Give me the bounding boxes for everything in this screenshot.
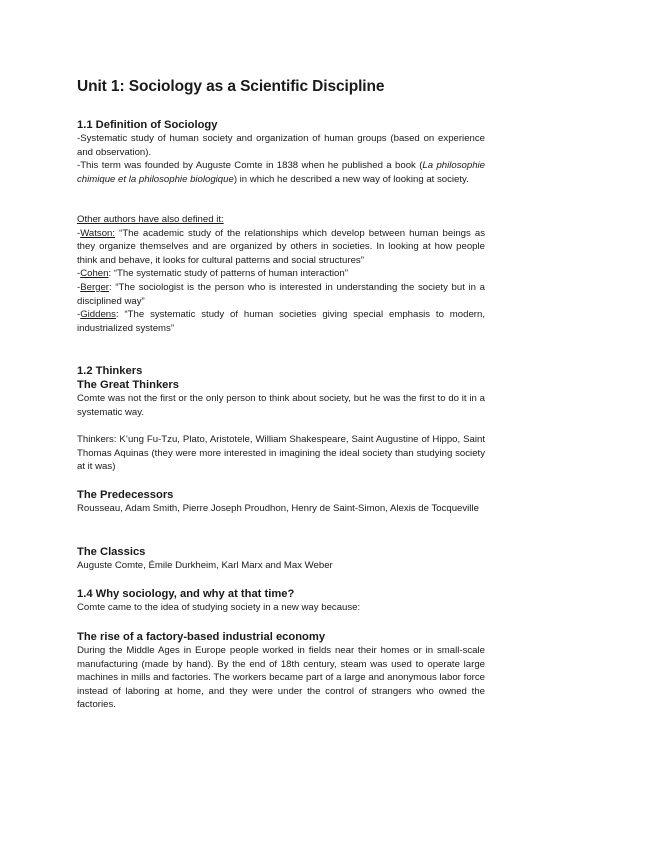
author-name: Giddens — [80, 309, 116, 321]
classics-heading: The Classics — [77, 546, 146, 558]
author-watson — [77, 227, 485, 268]
author-name: Cohen — [80, 268, 109, 280]
section-1-1 — [77, 118, 485, 186]
author-cohen — [77, 267, 485, 281]
author-prefix: - — [77, 309, 81, 321]
classics — [77, 545, 485, 573]
predecessors-text: Rousseau, Adam Smith, Pierre Joseph Proudhon, Henry de Saint-Simon, Alexis de Tocqueville — [77, 503, 479, 514]
author-prefix: - — [77, 268, 81, 280]
definition-2-pre: -This term was founded by Auguste Comte in 1838 when he published a book ( — [77, 160, 423, 172]
section-1-2 — [77, 364, 485, 419]
author-prefix: - — [77, 227, 81, 239]
section-1-4 — [77, 587, 485, 615]
section-1-4-intro: Comte came to the idea of studying society in a new way because: — [77, 602, 361, 613]
section-1-4-heading: 1.4 Why sociology, and why at that time? — [77, 588, 295, 600]
definition-2 — [77, 159, 485, 186]
great-thinkers-text: Comte was not the first or the only person to think about society, but he was the first to do it in a systematic way. — [77, 393, 485, 418]
author-quote: : “The systematic study of human societies giving special emphasis to modern, industrialized systems” — [77, 309, 485, 334]
thinkers-list — [77, 433, 485, 474]
section-1-2-heading: 1.2 Thinkers — [77, 365, 143, 377]
industrial-economy — [77, 630, 485, 712]
author-berger — [77, 281, 485, 308]
book-title: La philosophie chimique et la philosophie biologique — [77, 160, 485, 185]
predecessors-heading: The Predecessors — [77, 489, 174, 501]
thinkers-text: Thinkers: K’ung Fu-Tzu, Plato, Aristotele, William Shakespeare, Saint Augustine of Hippo, Saint Thomas Aquinas (they were more interested in imagining the ideal society than studying society at it was) — [77, 434, 485, 473]
industrial-economy-heading: The rise of a factory-based industrial economy — [77, 631, 326, 643]
author-quote: “The academic study of the relationships which develop between human beings as they organize themselves and are organized by others in societies. In looking at how people think and behave, it looks for cultural patterns and social structures” — [77, 227, 485, 266]
other-authors-heading: Other authors have also defined it: — [77, 214, 224, 225]
section-1-1-heading: 1.1 Definition of Sociology — [77, 119, 218, 131]
industrial-economy-text: During the Middle Ages in Europe people worked in fields near their homes or in small-scale manufacturing (made by hand). By the end of 18th century, steam was used to operate large machines in mills and factories. The workers became part of a large and anonymous labor force instead of laboring at home, and they were under the control of strangers who owned the factories. — [77, 645, 485, 711]
author-prefix: - — [77, 281, 81, 293]
predecessors — [77, 488, 485, 516]
great-thinkers-heading: The Great Thinkers — [77, 379, 179, 391]
other-authors — [77, 213, 485, 335]
definition-2-post: ) in which he described a new way of looking at society. — [233, 173, 469, 185]
definition-1: -Systematic study of human society and organization of human groups (based on experience and observation). — [77, 133, 485, 158]
unit-title: Unit 1: Sociology as a Scientific Discipline — [77, 78, 385, 95]
author-quote: : “The sociologist is the person who is interested in understanding the society but in a disciplined way” — [77, 281, 485, 307]
author-giddens — [77, 308, 485, 335]
author-quote: : “The systematic study of patterns of human interaction” — [108, 268, 348, 280]
author-name: Watson: — [80, 227, 116, 239]
classics-text: Auguste Comte, Émile Durkheim, Karl Marx and Max Weber — [77, 560, 333, 571]
author-name: Berger — [80, 281, 109, 293]
